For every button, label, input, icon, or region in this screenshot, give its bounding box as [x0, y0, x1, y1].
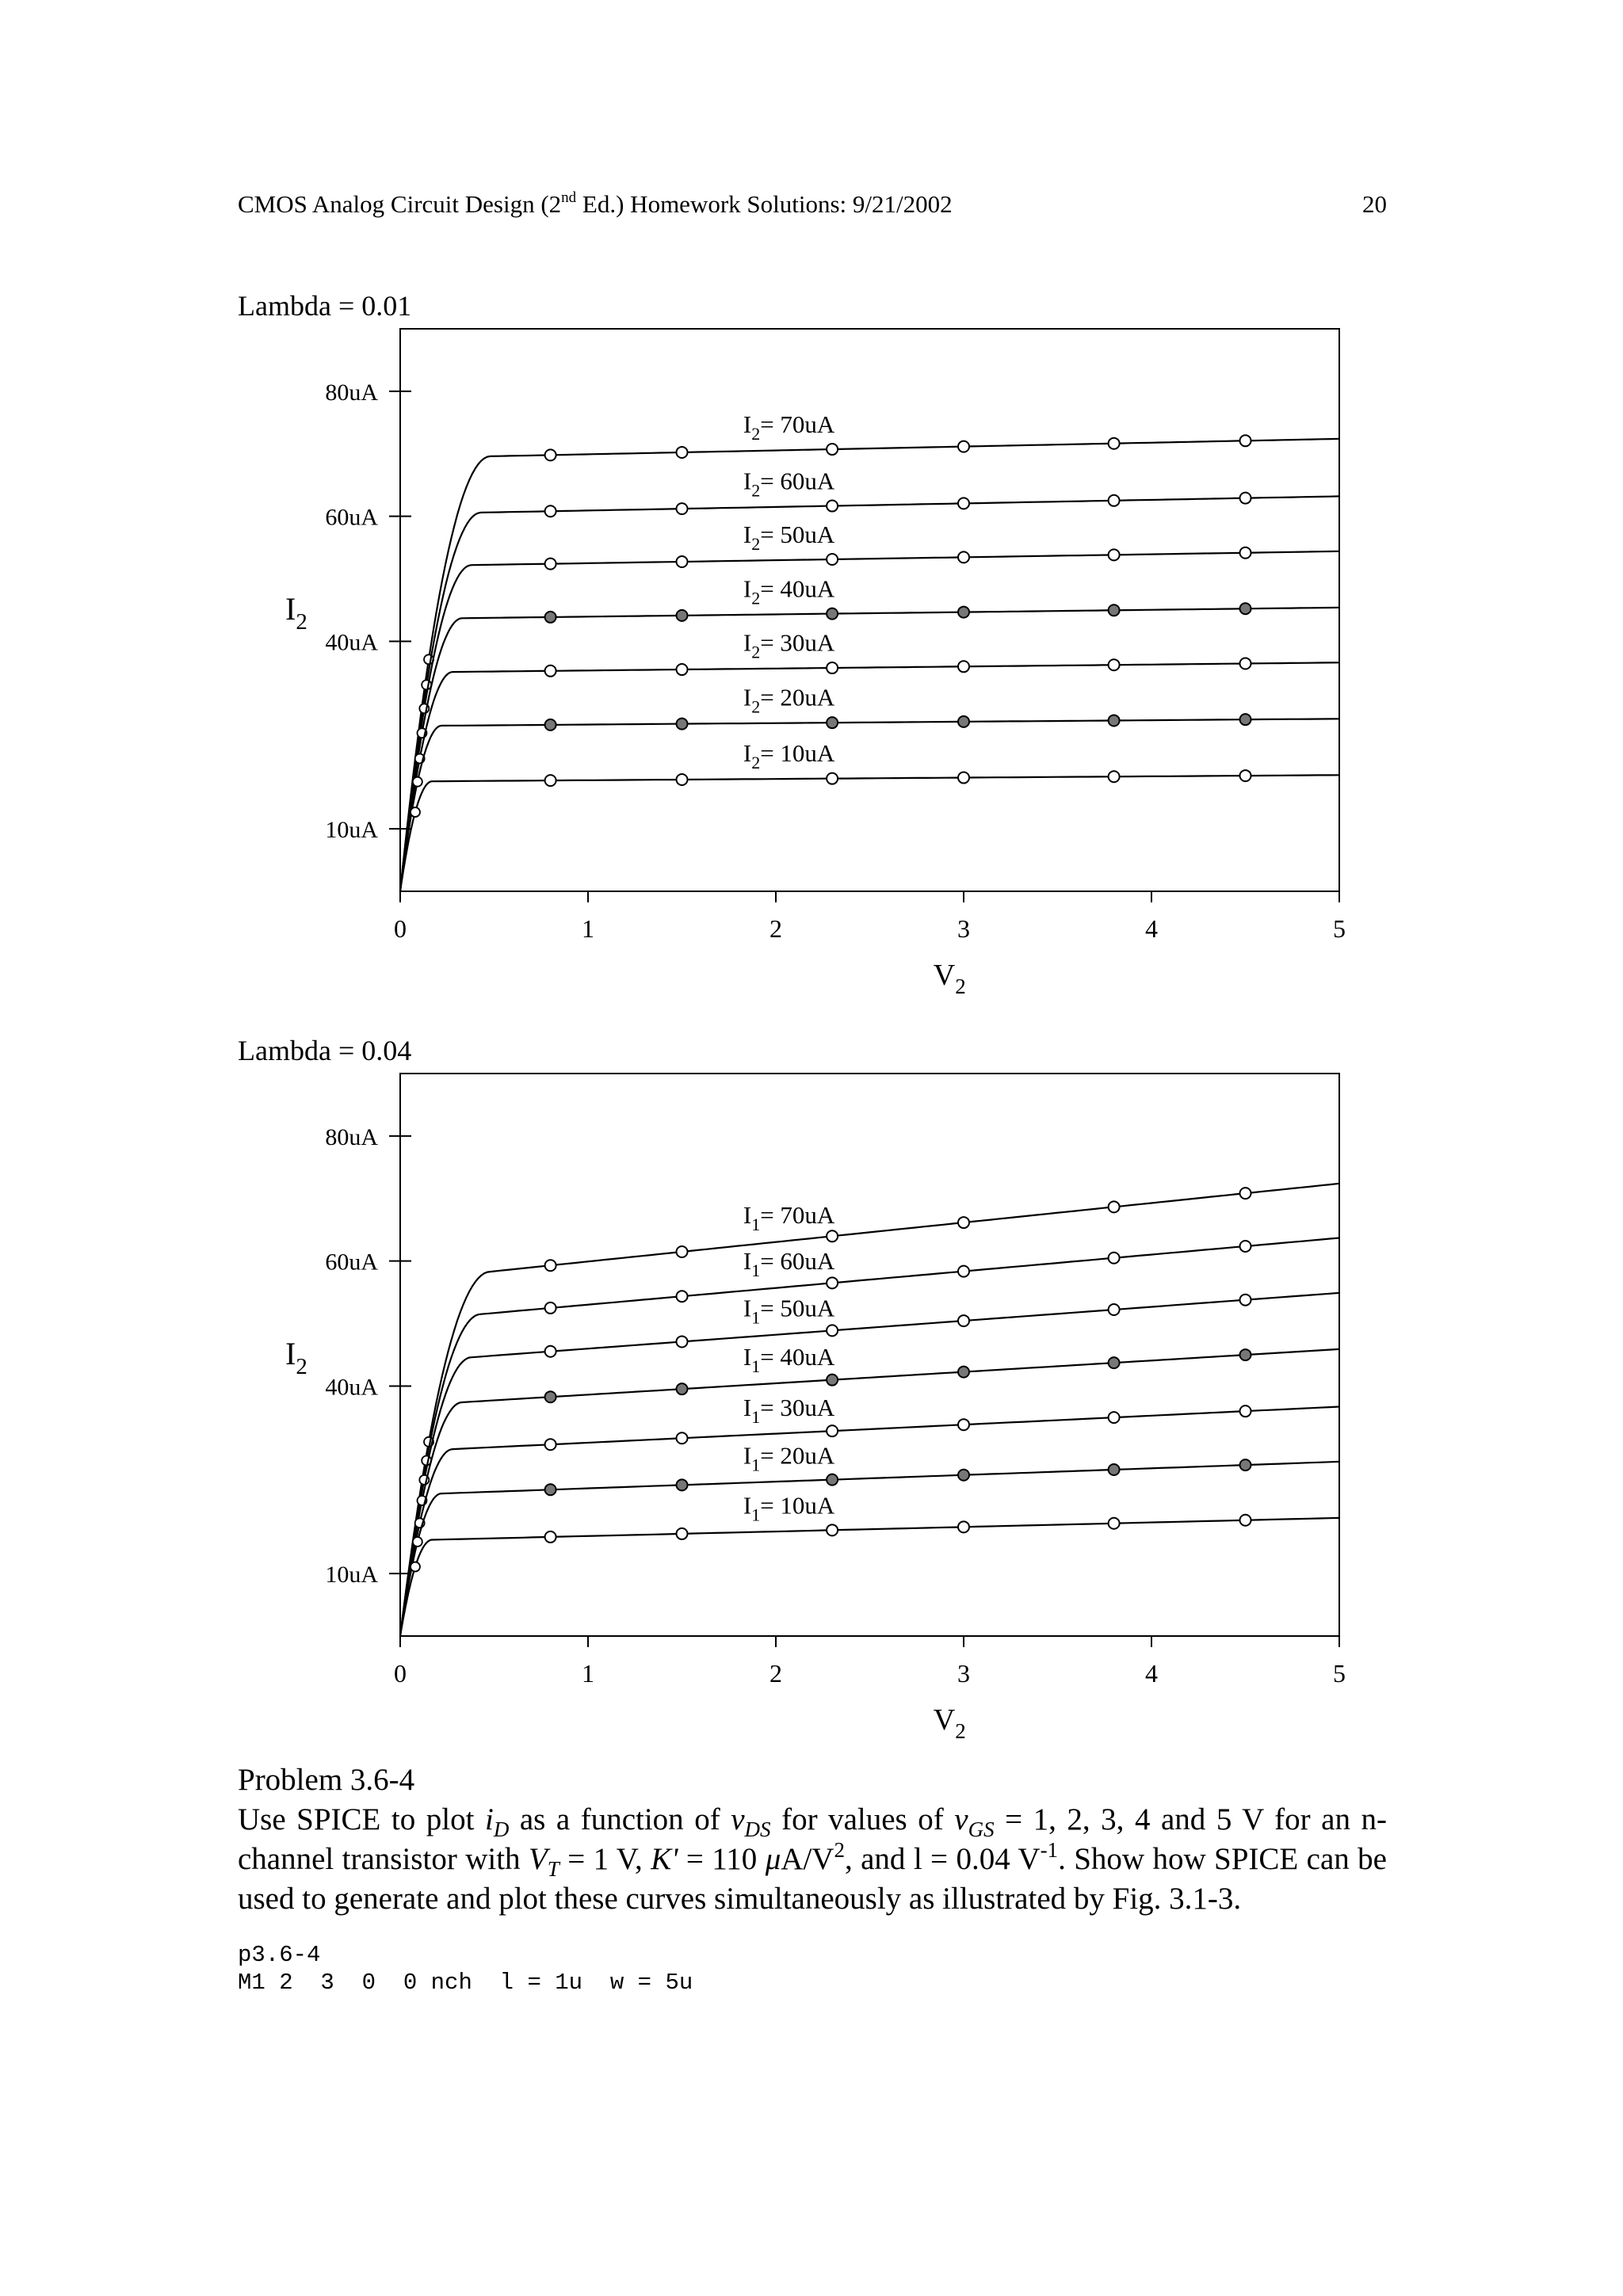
- series-line: [400, 662, 1339, 891]
- data-point: [827, 717, 838, 728]
- series-line: [400, 608, 1339, 891]
- spice-code: [238, 1941, 693, 1997]
- data-point: [827, 554, 838, 565]
- chart-lambda-004: [285, 1066, 1411, 1755]
- series-line: [400, 1184, 1339, 1636]
- data-point: [1109, 1464, 1120, 1475]
- series-label: $I_1= 40uA$: [743, 1342, 835, 1376]
- data-point: [1109, 1201, 1120, 1212]
- data-point: [677, 1383, 688, 1394]
- chart-lambda-001: [285, 321, 1411, 1010]
- data-point: [545, 1260, 556, 1271]
- data-point: [827, 1277, 838, 1288]
- data-point: [827, 1474, 838, 1486]
- data-point: [677, 1246, 688, 1257]
- series-line: [400, 496, 1339, 891]
- data-point: [545, 719, 556, 730]
- y-tick-label: 80uA: [325, 379, 378, 406]
- plot-2-label: Lambda = 0.04: [238, 1035, 412, 1066]
- series-line: [400, 439, 1339, 891]
- data-point: [677, 610, 688, 621]
- header-title: CMOS Analog Circuit Design (2nd Ed.) Homework Solutions: 9/21/2002: [238, 189, 953, 218]
- x-tick-label: 4: [1145, 1659, 1158, 1688]
- y-tick-label: 40uA: [325, 1374, 378, 1401]
- problem-title: Problem 3.6-4: [238, 1763, 415, 1797]
- data-point: [1109, 1357, 1120, 1368]
- data-point: [545, 1531, 556, 1543]
- data-point: [677, 1432, 688, 1444]
- page-header: [238, 190, 1387, 230]
- plot-1-label: Lambda = 0.01: [238, 290, 412, 322]
- data-point: [958, 716, 969, 727]
- page-number: 20: [1362, 190, 1387, 218]
- x-axis-label: $V_2$: [933, 959, 966, 998]
- series-label: $I_2= 60uA$: [743, 467, 835, 501]
- data-point: [1240, 1188, 1251, 1199]
- data-point: [958, 661, 969, 672]
- y-axis-label: $I_2$: [285, 1336, 307, 1379]
- data-point: [545, 1439, 556, 1450]
- series-label: $I_1= 70uA$: [743, 1200, 835, 1234]
- data-point: [677, 1528, 688, 1539]
- data-point: [958, 1419, 969, 1430]
- series-label: $I_2= 10uA$: [743, 739, 835, 773]
- data-point: [677, 503, 688, 514]
- series-line: [400, 775, 1339, 891]
- data-point: [827, 1325, 838, 1336]
- data-point: [1109, 659, 1120, 670]
- data-point: [958, 1217, 969, 1228]
- y-tick-label: 80uA: [325, 1123, 378, 1150]
- data-point: [545, 775, 556, 786]
- data-point: [958, 1367, 969, 1378]
- data-point: [827, 773, 838, 784]
- data-point: [422, 680, 431, 689]
- problem-body: Use SPICE to plot $i_D$ as a function of $v_{DS}$ for values of $v_{GS} = 1$, 2, 3, 4 and 5 V for an n-channel transistor with $V_T = 1$ V, K' = 110 $\mu A/V^2$, and l = 0.04 $V^{-1}$. Show how SPICE can be used to generate and plot these curves simultaneously as illustrated by Fig. 3.1-3.: [238, 1802, 1387, 1916]
- data-point: [677, 664, 688, 675]
- data-point: [958, 498, 969, 509]
- series-line: [400, 551, 1339, 891]
- y-tick-label: 40uA: [325, 629, 378, 656]
- data-point: [545, 1484, 556, 1495]
- y-tick-label: 10uA: [325, 1562, 378, 1589]
- y-axis-label: $I_2$: [285, 591, 307, 635]
- data-point: [1109, 1412, 1120, 1423]
- series-line: [400, 1238, 1339, 1637]
- data-point: [1240, 1241, 1251, 1252]
- data-point: [1109, 1518, 1120, 1529]
- data-point: [827, 608, 838, 620]
- x-axis-label: $V_2$: [933, 1703, 966, 1743]
- code-line: M1 2 3 0 0 nch l = 1u w = 5u: [238, 1970, 693, 1996]
- data-point: [827, 501, 838, 512]
- series-line: [400, 1462, 1339, 1636]
- data-point: [958, 1470, 969, 1481]
- data-point: [411, 807, 420, 817]
- data-point: [1240, 1295, 1251, 1306]
- data-point: [958, 551, 969, 563]
- data-point: [958, 1266, 969, 1277]
- data-point: [1240, 547, 1251, 559]
- data-point: [1240, 658, 1251, 669]
- data-point: [1109, 438, 1120, 449]
- data-point: [677, 1336, 688, 1347]
- series-label: $I_1= 30uA$: [743, 1393, 835, 1427]
- data-point: [1240, 603, 1251, 614]
- data-point: [1240, 1459, 1251, 1470]
- data-point: [1109, 605, 1120, 616]
- data-point: [1240, 1515, 1251, 1526]
- series-label: $I_2= 40uA$: [743, 574, 835, 608]
- data-point: [545, 449, 556, 460]
- data-point: [1240, 435, 1251, 446]
- data-point: [827, 1524, 838, 1535]
- data-point: [827, 662, 838, 673]
- x-tick-label: 1: [582, 914, 594, 943]
- data-point: [958, 441, 969, 452]
- data-point: [1109, 771, 1120, 782]
- series-label: $I_1= 60uA$: [743, 1247, 835, 1281]
- data-point: [1109, 715, 1120, 726]
- data-point: [1109, 495, 1120, 506]
- series-label: $I_2= 30uA$: [743, 628, 835, 662]
- series-label: $I_2= 20uA$: [743, 683, 835, 717]
- data-point: [827, 1230, 838, 1241]
- data-point: [1240, 714, 1251, 725]
- data-point: [413, 1537, 422, 1547]
- x-tick-label: 4: [1145, 914, 1158, 943]
- series-label: $I_1= 10uA$: [743, 1491, 835, 1525]
- series-line: [400, 1293, 1339, 1636]
- y-tick-label: 60uA: [325, 1249, 378, 1276]
- y-tick-label: 10uA: [325, 817, 378, 844]
- x-tick-label: 5: [1333, 914, 1346, 943]
- data-point: [677, 719, 688, 730]
- data-point: [1109, 1304, 1120, 1315]
- data-point: [958, 772, 969, 784]
- data-point: [545, 505, 556, 517]
- x-tick-label: 0: [394, 914, 407, 943]
- data-point: [411, 1562, 420, 1572]
- x-tick-label: 5: [1333, 1659, 1346, 1688]
- series-label: $I_2= 50uA$: [743, 520, 835, 554]
- data-point: [545, 666, 556, 677]
- data-point: [677, 556, 688, 567]
- code-line: p3.6-4: [238, 1942, 321, 1968]
- data-point: [545, 1391, 556, 1402]
- data-point: [413, 777, 422, 787]
- data-point: [827, 444, 838, 455]
- data-point: [958, 607, 969, 618]
- problem-text: [238, 1760, 1387, 1919]
- data-point: [677, 447, 688, 458]
- chart-svg: [285, 1066, 1411, 1755]
- data-point: [1240, 770, 1251, 781]
- series-line: [400, 1518, 1339, 1636]
- series-label: $I_2= 70uA$: [743, 410, 835, 444]
- series-line: [400, 1349, 1339, 1636]
- y-tick-label: 60uA: [325, 504, 378, 531]
- data-point: [827, 1425, 838, 1436]
- x-tick-label: 2: [769, 1659, 782, 1688]
- data-point: [677, 1291, 688, 1302]
- x-tick-label: 3: [957, 1659, 970, 1688]
- data-point: [958, 1521, 969, 1532]
- series-line: [400, 719, 1339, 891]
- data-point: [958, 1315, 969, 1326]
- chart-svg: [285, 321, 1411, 1010]
- data-point: [545, 1346, 556, 1357]
- data-point: [677, 1479, 688, 1490]
- data-point: [545, 559, 556, 570]
- data-point: [545, 612, 556, 623]
- data-point: [827, 1375, 838, 1386]
- plot-frame: [400, 1074, 1339, 1636]
- data-point: [1109, 549, 1120, 560]
- data-point: [1109, 1253, 1120, 1264]
- x-tick-label: 1: [582, 1659, 594, 1688]
- series-label: $I_1= 50uA$: [743, 1294, 835, 1328]
- data-point: [545, 1302, 556, 1314]
- x-tick-label: 2: [769, 914, 782, 943]
- x-tick-label: 0: [394, 1659, 407, 1688]
- data-point: [1240, 493, 1251, 504]
- series-label: $I_1= 20uA$: [743, 1441, 835, 1475]
- x-tick-label: 3: [957, 914, 970, 943]
- data-point: [677, 774, 688, 785]
- data-point: [1240, 1349, 1251, 1360]
- data-point: [1240, 1405, 1251, 1417]
